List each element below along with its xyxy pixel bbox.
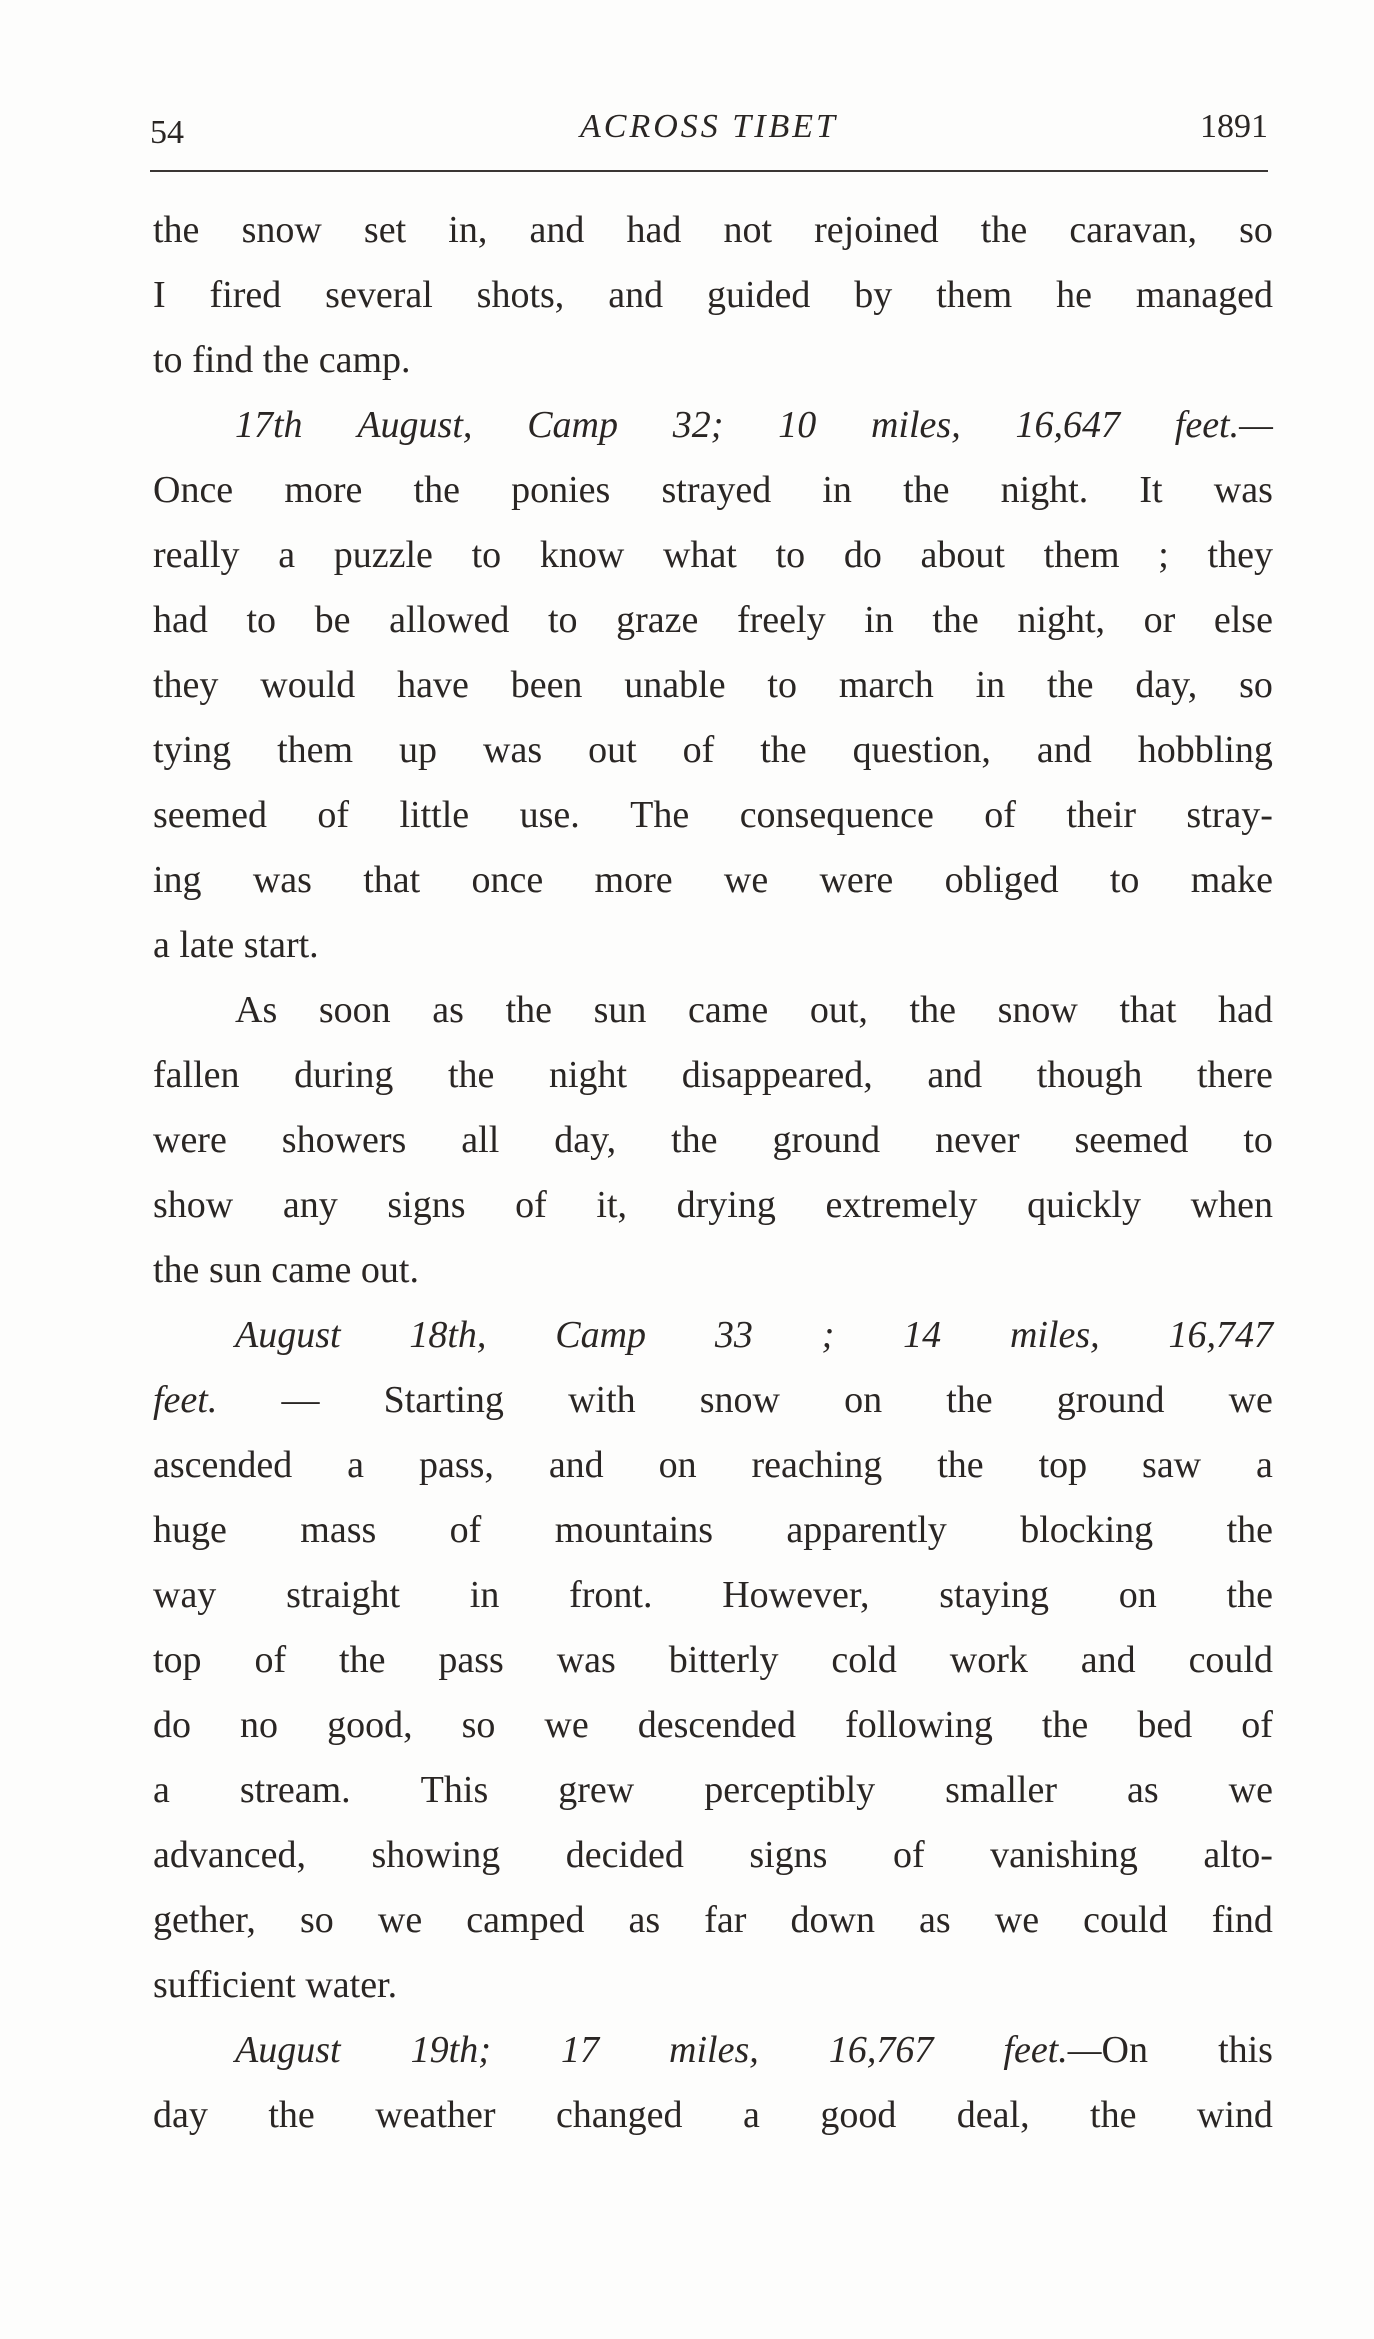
word: guided — [706, 274, 811, 316]
word: was — [556, 1639, 616, 1681]
word: smaller — [945, 1769, 1057, 1811]
word: tying — [153, 729, 232, 771]
word: sun — [208, 1249, 262, 1291]
word: managed — [1135, 274, 1273, 316]
word: pass — [438, 1639, 504, 1681]
word: out, — [809, 989, 868, 1031]
word: the — [268, 2094, 315, 2136]
word: advanced, — [153, 1834, 306, 1876]
word: I — [153, 274, 166, 316]
word: alto- — [1203, 1834, 1273, 1876]
text-line — [153, 263, 1273, 328]
word: day, — [1135, 664, 1198, 706]
word: perceptibly — [704, 1769, 876, 1811]
word: no — [240, 1704, 279, 1746]
word: decided — [565, 1834, 684, 1876]
word: a — [347, 1444, 365, 1486]
word: so — [461, 1704, 496, 1746]
word: to — [1109, 859, 1140, 901]
word: a — [743, 2094, 760, 2136]
word: down — [790, 1899, 875, 1941]
text-line — [153, 1433, 1273, 1498]
word: up — [399, 729, 438, 771]
word: on — [1118, 1574, 1157, 1616]
word: blocking — [1020, 1509, 1154, 1551]
text-line — [153, 1628, 1273, 1693]
word: several — [325, 274, 433, 316]
text-line — [153, 1563, 1273, 1628]
word: mass — [300, 1509, 377, 1551]
word: the — [447, 1054, 495, 1096]
word: grew — [558, 1769, 635, 1811]
word: else — [1213, 599, 1273, 641]
text-line — [153, 458, 1273, 523]
word: we — [1228, 1379, 1273, 1421]
word: huge — [153, 1509, 227, 1551]
word: little — [399, 794, 470, 836]
word: came — [271, 1249, 352, 1291]
word: deal, — [956, 2094, 1030, 2136]
word: 16,647 — [1015, 404, 1120, 446]
word: use. — [519, 794, 580, 836]
word: could — [1083, 1899, 1168, 1941]
word: a — [1256, 1444, 1273, 1486]
word: they — [153, 664, 219, 706]
word: a — [153, 1769, 170, 1811]
word: was — [483, 729, 543, 771]
word: ing — [153, 859, 202, 901]
word: signs — [387, 1184, 466, 1226]
word: of — [317, 794, 350, 836]
word: show — [153, 1184, 234, 1226]
word: puzzle — [333, 534, 433, 576]
word: the — [262, 339, 310, 381]
word: we — [544, 1704, 589, 1746]
word: the — [980, 209, 1028, 251]
word: ponies — [511, 469, 611, 511]
word: to — [246, 599, 277, 641]
text-line — [153, 328, 1273, 393]
word: pass, — [418, 1444, 494, 1486]
word: extremely — [825, 1184, 978, 1226]
word: 33 — [714, 1314, 753, 1356]
word: far — [704, 1899, 747, 1941]
word: had — [1218, 989, 1273, 1031]
word: more — [594, 859, 673, 901]
text-line — [153, 1238, 1273, 1303]
word: disappeared, — [681, 1054, 873, 1096]
word: of — [682, 729, 715, 771]
word: 17 — [560, 2029, 599, 2071]
word: and — [1080, 1639, 1136, 1681]
word: Camp — [555, 1314, 647, 1356]
word: hobbling — [1137, 729, 1273, 771]
word: be — [314, 599, 351, 641]
word: find — [192, 339, 254, 381]
word: day, — [554, 1119, 617, 1161]
text-line — [153, 1823, 1273, 1888]
word: ; — [821, 1314, 835, 1356]
word: obliged — [944, 859, 1059, 901]
word: feet.— — [1174, 404, 1273, 446]
word: rejoined — [814, 209, 939, 251]
word: As — [235, 989, 278, 1031]
word: this — [1218, 2029, 1273, 2071]
word: the — [413, 469, 460, 511]
word: showers — [281, 1119, 407, 1161]
word: march — [838, 664, 934, 706]
word: 16,767 — [828, 2029, 934, 2071]
word: water. — [305, 1964, 398, 2006]
text-line — [153, 783, 1273, 848]
word: soon — [318, 989, 391, 1031]
word: sufficient — [153, 1964, 296, 2006]
word: was — [1213, 469, 1273, 511]
text-line — [153, 718, 1273, 783]
word: top — [153, 1639, 202, 1681]
word: really — [153, 534, 240, 576]
word: following — [845, 1704, 993, 1746]
word: descended — [637, 1704, 797, 1746]
word: we — [994, 1899, 1040, 1941]
word: night, — [1017, 599, 1106, 641]
word: the — [1090, 2094, 1137, 2136]
word: or — [1143, 599, 1176, 641]
word: saw — [1142, 1444, 1202, 1486]
word: apparently — [786, 1509, 947, 1551]
word: of — [984, 794, 1016, 836]
text-line — [153, 1303, 1273, 1368]
word: August — [235, 2029, 341, 2071]
word: ; — [1158, 534, 1169, 576]
word: feet. — [153, 1379, 218, 1421]
word: know — [539, 534, 625, 576]
word: and — [529, 209, 585, 251]
text-line — [153, 523, 1273, 588]
word: Starting — [383, 1379, 504, 1421]
word: However, — [722, 1574, 870, 1616]
word: fired — [209, 274, 282, 316]
word: would — [260, 664, 356, 706]
word: the — [903, 469, 950, 511]
word: changed — [555, 2094, 683, 2136]
word: came — [688, 989, 769, 1031]
word: drying — [676, 1184, 776, 1226]
word: seemed — [1074, 1119, 1189, 1161]
word: top — [1038, 1444, 1088, 1486]
word: 19th; — [410, 2029, 491, 2071]
word: the — [1041, 1704, 1089, 1746]
word: that — [1119, 989, 1177, 1031]
word: Camp — [527, 404, 618, 446]
text-line — [153, 1953, 1273, 2018]
word: never — [935, 1119, 1020, 1161]
word: were — [153, 1119, 227, 1161]
word: consequence — [739, 794, 934, 836]
text-line — [153, 198, 1273, 263]
word: strayed — [661, 469, 772, 511]
text-line — [153, 2018, 1273, 2083]
text-line — [153, 978, 1273, 1043]
word: camped — [466, 1899, 585, 1941]
word: vanishing — [990, 1834, 1138, 1876]
word: ground — [1056, 1379, 1165, 1421]
word: Once — [153, 469, 234, 511]
word: stream. — [239, 1769, 351, 1811]
word: them — [277, 729, 354, 771]
word: miles, — [1009, 1314, 1100, 1356]
word: to — [767, 664, 797, 706]
word: about — [920, 534, 1005, 576]
text-line — [153, 848, 1273, 913]
word: on — [658, 1444, 697, 1486]
word: staying — [939, 1574, 1050, 1616]
word: any — [282, 1184, 338, 1226]
text-line — [153, 1108, 1273, 1173]
word: with — [568, 1379, 636, 1421]
word: as — [919, 1899, 951, 1941]
word: fallen — [153, 1054, 240, 1096]
word: we — [723, 859, 769, 901]
word: was — [252, 859, 312, 901]
word: to — [153, 339, 183, 381]
word: out — [588, 729, 637, 771]
word: during — [294, 1054, 394, 1096]
word: This — [420, 1769, 489, 1811]
word: once — [471, 859, 544, 901]
word: seemed — [153, 794, 267, 836]
running-head — [150, 108, 1268, 164]
word: 10 — [778, 404, 817, 446]
word: The — [630, 794, 690, 836]
word: — — [281, 1379, 320, 1421]
word: night. — [1000, 469, 1089, 511]
running-title: ACROSS TIBET — [580, 108, 838, 145]
word: ascended — [153, 1444, 293, 1486]
word: in, — [448, 209, 488, 251]
word: the — [153, 1249, 200, 1291]
word: to — [775, 534, 806, 576]
word: to — [471, 534, 502, 576]
word: August — [235, 1314, 341, 1356]
word: 14 — [903, 1314, 942, 1356]
word: 32; — [672, 404, 724, 446]
header-rule — [150, 170, 1268, 172]
word: could — [1188, 1639, 1273, 1681]
word: the — [909, 989, 956, 1031]
text-line — [153, 2083, 1273, 2148]
word: as — [628, 1899, 661, 1941]
word: in — [822, 469, 852, 511]
word: weather — [375, 2094, 496, 2136]
word: in — [975, 664, 1006, 706]
word: set — [363, 209, 407, 251]
body-text — [153, 198, 1273, 2148]
word: bitterly — [668, 1639, 779, 1681]
word: them — [936, 274, 1013, 316]
word: on — [844, 1379, 883, 1421]
word: as — [1127, 1769, 1159, 1811]
word: we — [377, 1899, 423, 1941]
word: so — [1239, 664, 1273, 706]
word: graze — [616, 599, 699, 641]
text-line — [153, 1888, 1273, 1953]
word: wind — [1196, 2094, 1273, 2136]
word: the — [932, 599, 979, 641]
word: and — [1036, 729, 1092, 771]
word: do — [153, 1704, 191, 1746]
word: caravan, — [1069, 209, 1197, 251]
running-year: 1891 — [1200, 108, 1268, 145]
word: cold — [831, 1639, 897, 1681]
word: bed — [1137, 1704, 1193, 1746]
word: quickly — [1027, 1184, 1142, 1226]
word: and — [548, 1444, 604, 1486]
word: all — [461, 1119, 500, 1161]
word: straight — [286, 1574, 401, 1616]
word: way — [153, 1574, 217, 1616]
word: good, — [327, 1704, 413, 1746]
word: to — [547, 599, 578, 641]
word: of — [1241, 1704, 1273, 1746]
word: he — [1056, 274, 1092, 316]
word: It — [1139, 469, 1163, 511]
word: night — [549, 1054, 628, 1096]
word: good — [820, 2094, 897, 2136]
word: they — [1207, 534, 1273, 576]
word: in — [864, 599, 894, 641]
word: what — [663, 534, 737, 576]
page-number: 54 — [150, 114, 184, 151]
text-line — [153, 653, 1273, 718]
word: reaching — [751, 1444, 883, 1486]
word: of — [892, 1834, 925, 1876]
word: shots, — [476, 274, 565, 316]
word: snow — [241, 209, 322, 251]
text-line — [153, 1173, 1273, 1238]
text-line — [153, 588, 1273, 653]
word: of — [449, 1509, 482, 1551]
word: there — [1196, 1054, 1273, 1096]
word: signs — [749, 1834, 828, 1876]
word: their — [1066, 794, 1136, 836]
word: ground — [772, 1119, 881, 1161]
word: allowed — [389, 599, 510, 641]
word: the — [760, 729, 807, 771]
word: stray- — [1186, 794, 1273, 836]
word: unable — [624, 664, 726, 706]
text-line — [153, 1758, 1273, 1823]
word: and — [927, 1054, 983, 1096]
word: mountains — [554, 1509, 714, 1551]
text-line — [153, 1043, 1273, 1108]
text-line — [153, 913, 1273, 978]
word: a — [278, 534, 296, 576]
text-line — [153, 1693, 1273, 1758]
word: the — [1226, 1574, 1273, 1616]
word: 17th — [235, 404, 303, 446]
word: to — [1243, 1119, 1273, 1161]
word: we — [1228, 1769, 1273, 1811]
word: of — [515, 1184, 547, 1226]
word: as — [432, 989, 464, 1031]
word: the — [505, 989, 552, 1031]
word: the — [1047, 664, 1094, 706]
word: sun — [593, 989, 647, 1031]
word: snow — [699, 1379, 780, 1421]
word: so — [1239, 209, 1273, 251]
word: front. — [569, 1574, 653, 1616]
word: late — [179, 924, 235, 966]
word: in — [469, 1574, 500, 1616]
word: it, — [596, 1184, 628, 1226]
word: start. — [243, 924, 319, 966]
word: do — [843, 534, 882, 576]
word: had — [626, 209, 682, 251]
word: showing — [371, 1834, 501, 1876]
word: though — [1036, 1054, 1143, 1096]
word: the — [1226, 1509, 1273, 1551]
word: 18th, — [409, 1314, 487, 1356]
word: them — [1043, 534, 1120, 576]
text-line — [153, 1368, 1273, 1433]
word: by — [854, 274, 893, 316]
word: camp. — [318, 339, 411, 381]
word: not — [723, 209, 773, 251]
word: of — [254, 1639, 287, 1681]
word: work — [949, 1639, 1028, 1681]
word: out. — [360, 1249, 419, 1291]
word: so — [300, 1899, 334, 1941]
word: the — [339, 1639, 386, 1681]
word: when — [1190, 1184, 1273, 1226]
text-line — [153, 1498, 1273, 1563]
word: a — [153, 924, 170, 966]
word: freely — [737, 599, 826, 641]
word: the — [153, 209, 200, 251]
word: make — [1190, 859, 1273, 901]
word: snow — [997, 989, 1078, 1031]
word: that — [363, 859, 421, 901]
word: miles, — [870, 404, 961, 446]
word: August, — [357, 404, 473, 446]
word: had — [153, 599, 208, 641]
word: the — [946, 1379, 993, 1421]
text-line — [153, 393, 1273, 458]
word: were — [819, 859, 894, 901]
word: feet.—On — [1003, 2029, 1148, 2071]
word: the — [937, 1444, 984, 1486]
word: gether, — [153, 1899, 256, 1941]
word: 16,747 — [1168, 1314, 1273, 1356]
word: and — [608, 274, 664, 316]
word: find — [1211, 1899, 1273, 1941]
word: miles, — [669, 2029, 759, 2071]
word: day — [153, 2094, 208, 2136]
word: been — [510, 664, 583, 706]
word: more — [284, 469, 363, 511]
word: the — [671, 1119, 718, 1161]
word: have — [397, 664, 469, 706]
word: question, — [852, 729, 991, 771]
